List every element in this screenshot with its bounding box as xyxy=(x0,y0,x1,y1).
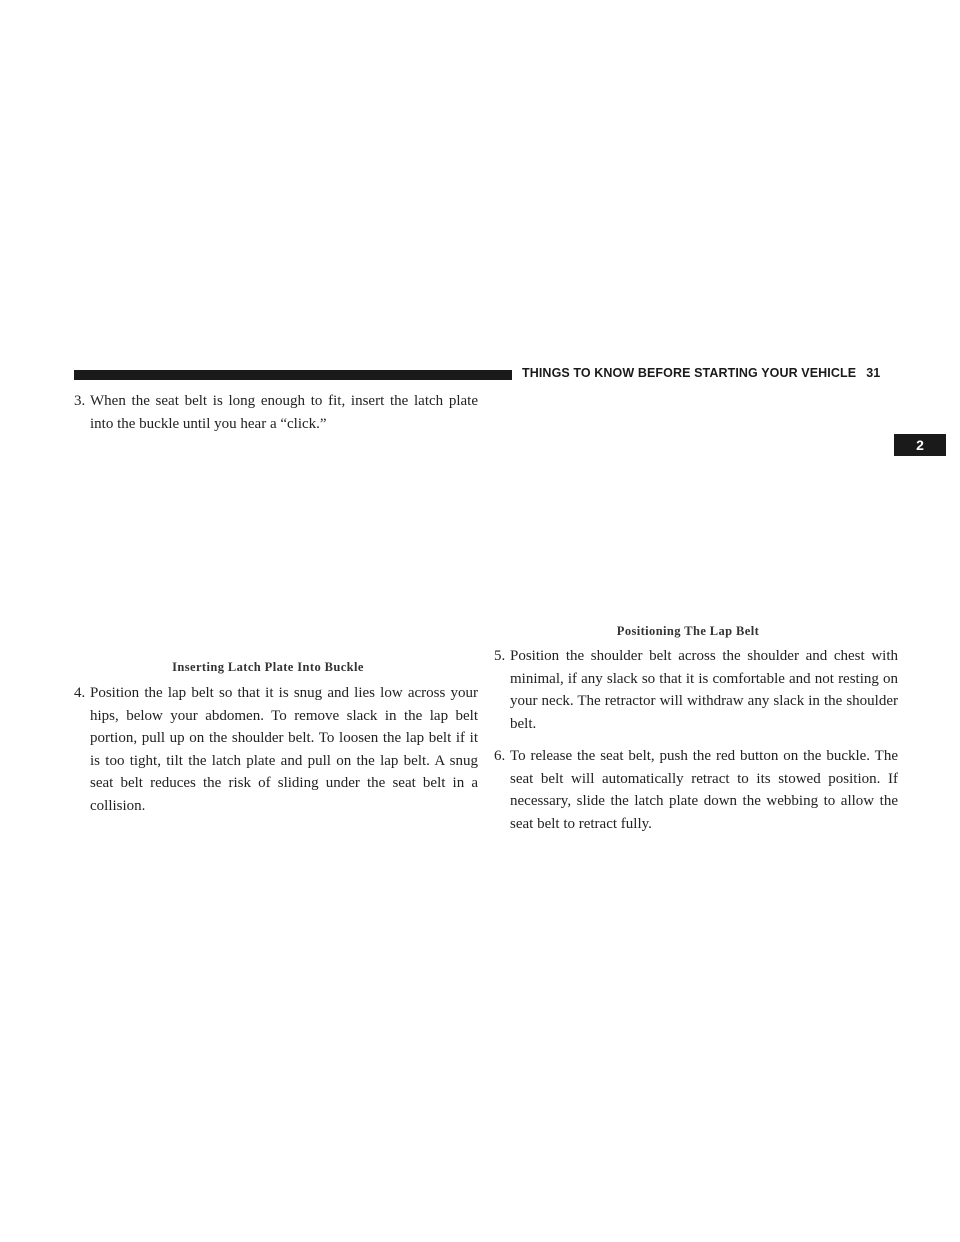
page-number: 31 xyxy=(866,366,881,380)
header-rule xyxy=(74,370,512,380)
step-number: 3. xyxy=(74,393,86,409)
step-number: 5. xyxy=(494,648,506,664)
step-text: Position the lap belt so that it is snug and lies low across your hips, below your abdomen. To remove slack in the lap belt portion, pull up on the shoulder belt. To loosen the lap belt if it is too tight, tilt the latch plate and pull on the lap belt. A snug seat belt reduces the risk of sliding under the seat belt in a collision. xyxy=(90,685,478,814)
step-number: 4. xyxy=(74,685,86,701)
step-5 xyxy=(494,645,898,735)
step-text: To release the seat belt, push the red button on the buckle. The seat belt will automatically retract to its stowed position. If necessary, slide the latch plate down the webbing to allow the seat belt to retract fully. xyxy=(510,748,898,832)
step-text: When the seat belt is long enough to fit, insert the latch plate into the buckle until you hear a “click.” xyxy=(90,393,478,432)
figure-inserting-latch-plate xyxy=(74,440,462,654)
step-number: 6. xyxy=(494,748,506,764)
step-3 xyxy=(74,390,478,435)
step-6 xyxy=(494,745,898,835)
running-header xyxy=(522,366,942,380)
step-4 xyxy=(74,682,478,817)
figure-caption: Inserting Latch Plate Into Buckle xyxy=(172,660,364,674)
figure-positioning-lap-belt xyxy=(494,390,882,618)
figure-caption: Positioning The Lap Belt xyxy=(616,624,760,638)
step-text: Position the shoulder belt across the shoulder and chest with minimal, if any slack so that it is comfortable and not resting on your neck. The retractor will withdraw any slack in the shoulder belt. xyxy=(510,648,898,732)
header-title: THINGS TO KNOW BEFORE STARTING YOUR VEHICLE xyxy=(522,366,857,380)
chapter-tab[interactable]: 2 xyxy=(894,434,946,456)
